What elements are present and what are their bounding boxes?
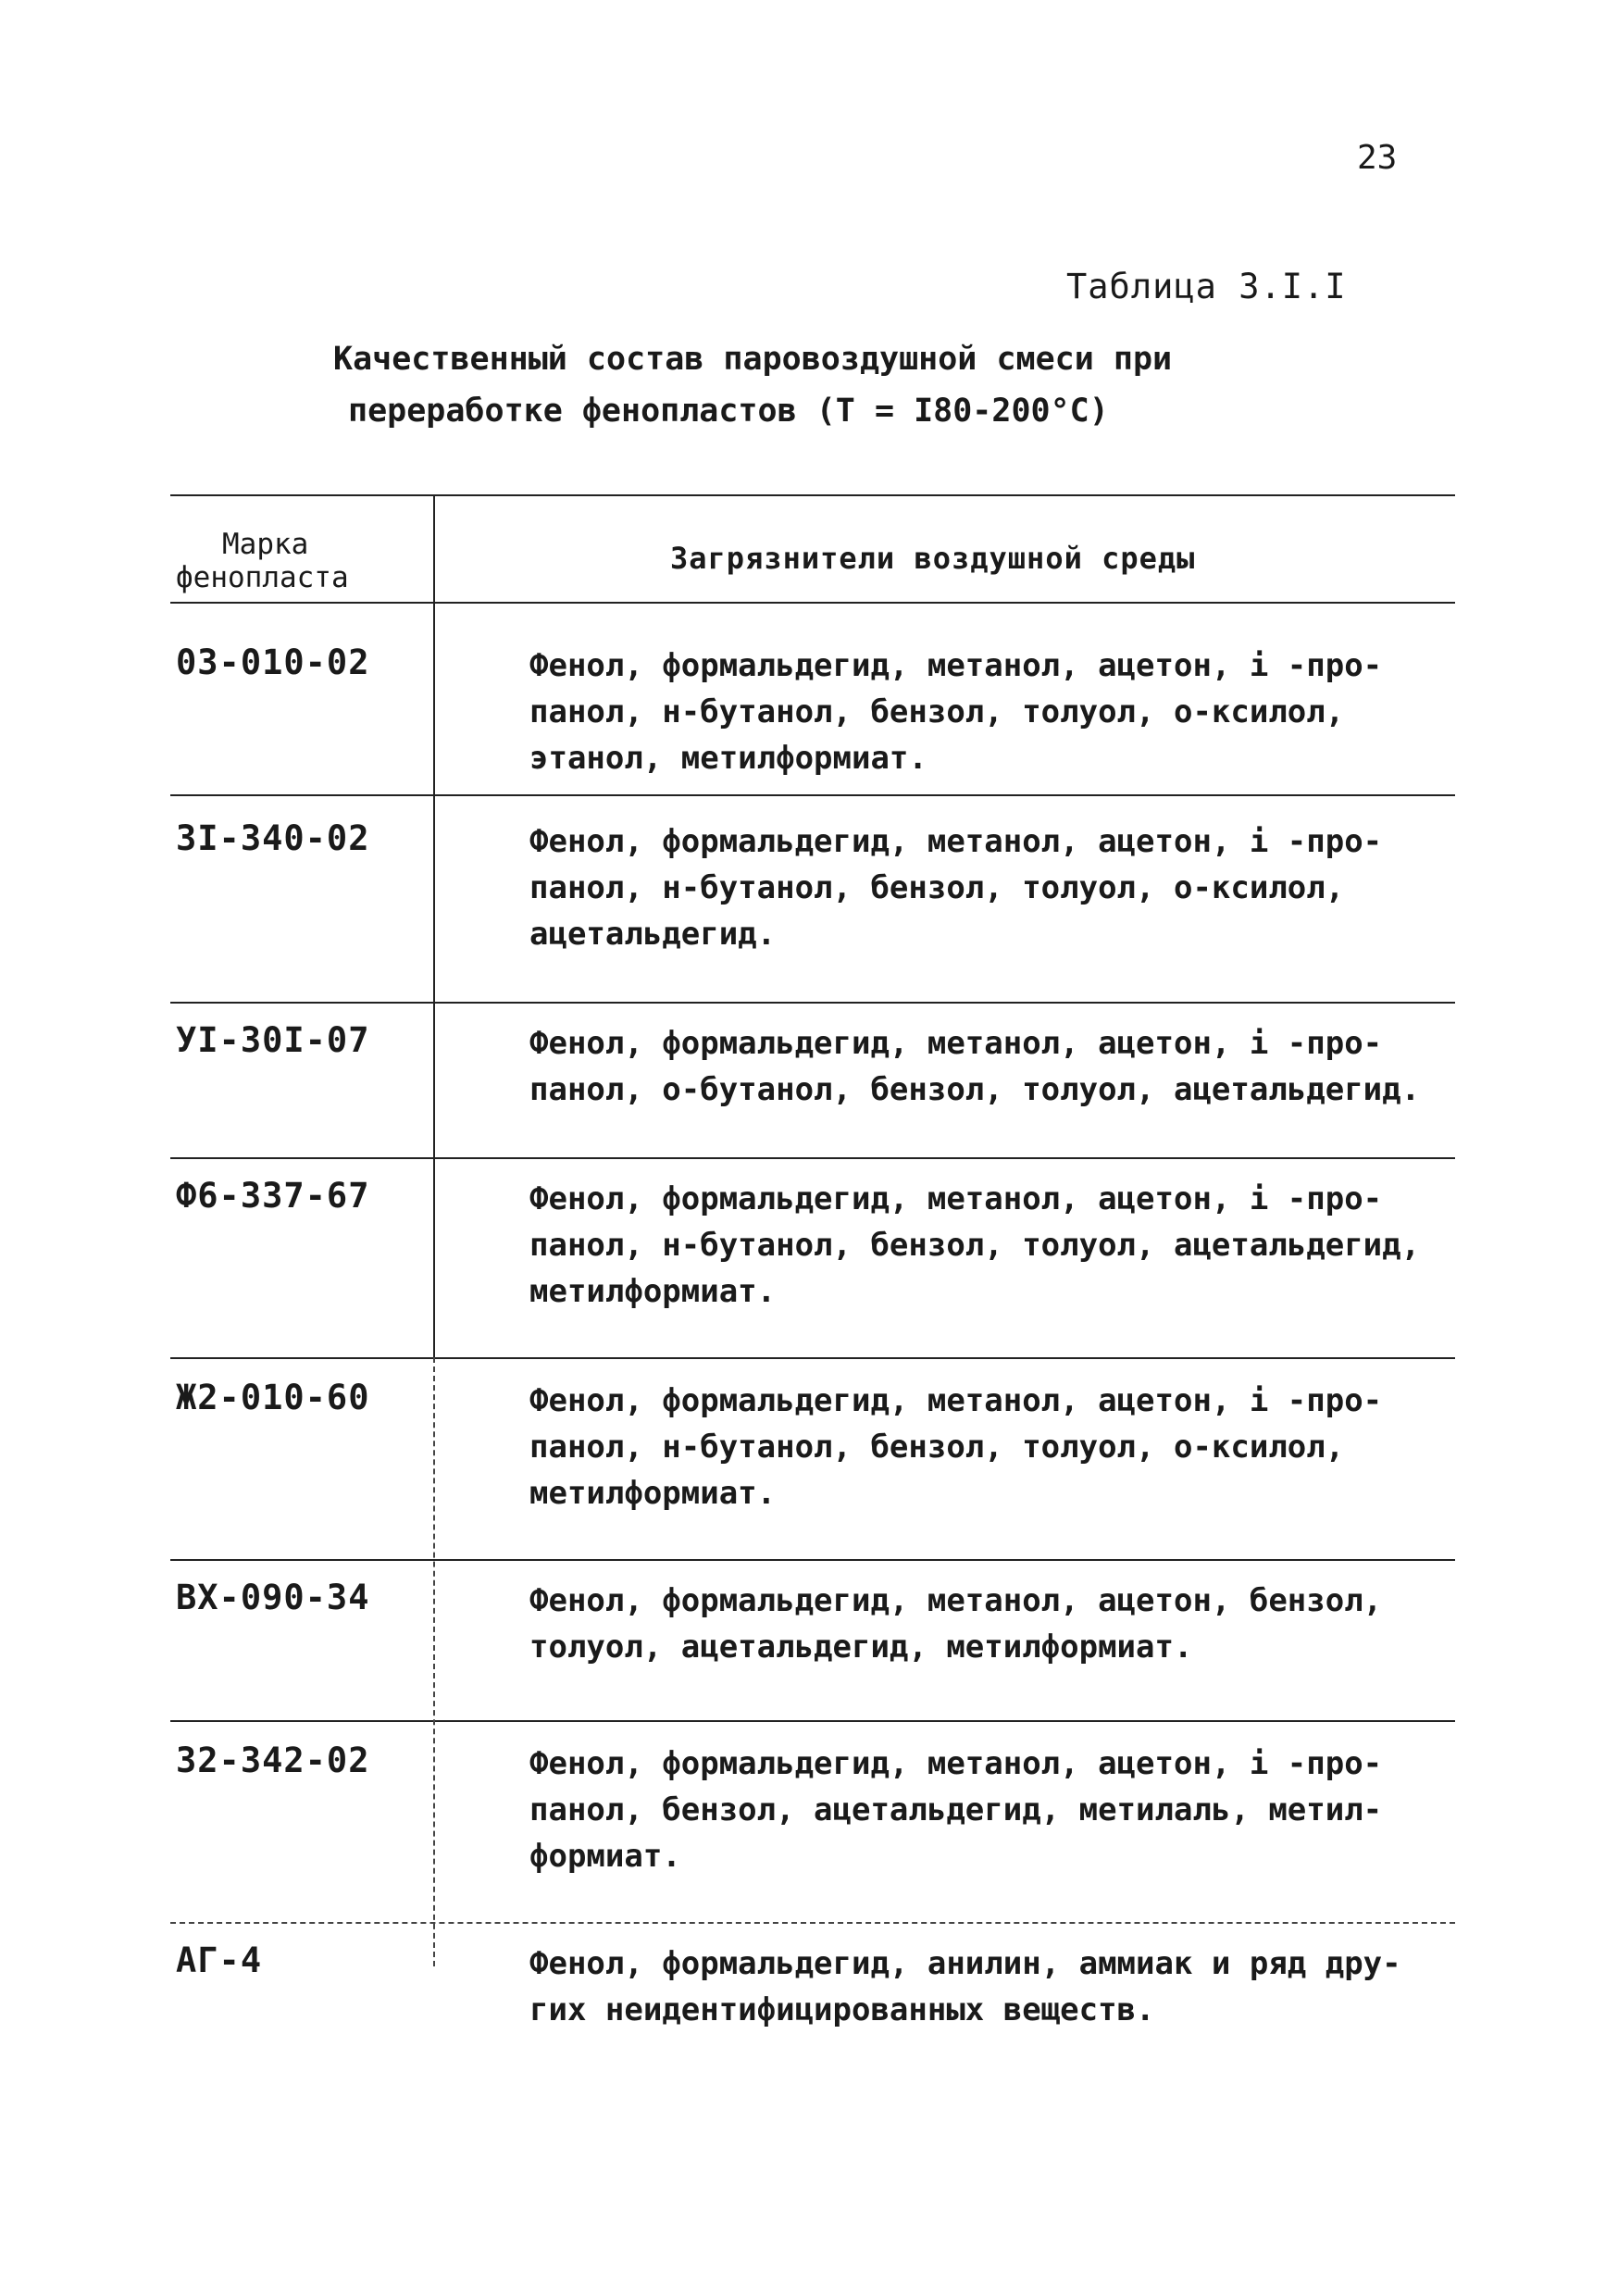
grade-cell: 3I-340-02 bbox=[176, 818, 370, 858]
header-grade bbox=[170, 528, 435, 594]
pollutants-cell: Фенол, формальдегид, анилин, аммиак и ряд дру- гих неидентифицированных веществ. bbox=[529, 1945, 1401, 2028]
grade-cell: ВХ-090-34 bbox=[176, 1578, 370, 1617]
header-bottom-rule bbox=[170, 602, 1455, 604]
grade-cell: Ж2-010-60 bbox=[176, 1378, 370, 1417]
pollutants-cell: Фенол, формальдегид, метанол, ацетон, i -про- панол, н-бутанол, бензол, толуол, ацетальдегид, метилформиат. bbox=[529, 1180, 1421, 1310]
grade-cell: Ф6-337-67 bbox=[176, 1176, 370, 1216]
row-divider bbox=[170, 794, 1455, 796]
page-number: 23 bbox=[1357, 139, 1398, 177]
row-divider bbox=[170, 1922, 1455, 1924]
grade-cell: АГ-4 bbox=[176, 1940, 263, 1980]
caption-line-1: Качественный состав паровоздушной смеси при bbox=[333, 341, 1173, 378]
grade-cell: З2-342-02 bbox=[176, 1741, 370, 1780]
row-divider bbox=[170, 1357, 1455, 1359]
pollutants-cell: Фенол, формальдегид, метанол, ацетон, i -про- панол, н-бутанол, бензол, толуол, о-ксилол, этанол, метилформиат. bbox=[529, 647, 1383, 777]
header-pollutants: Загрязнители воздушной среды bbox=[670, 541, 1196, 576]
column-divider bbox=[433, 494, 435, 1357]
table-label: Таблица 3.I.I bbox=[1066, 267, 1347, 306]
row-divider bbox=[170, 1002, 1455, 1004]
table-top-rule bbox=[170, 494, 1455, 496]
header-grade-line-1: Марка bbox=[222, 528, 309, 561]
pollutants-cell: Фенол, формальдегид, метанол, ацетон, i -про- панол, бензол, ацетальдегид, метилаль, метил- формиат. bbox=[529, 1745, 1383, 1875]
table-caption bbox=[333, 333, 1259, 437]
row-divider bbox=[170, 1157, 1455, 1159]
header-grade-line-2: фенопласта bbox=[176, 561, 349, 594]
pollutants-cell: Фенол, формальдегид, метанол, ацетон, бензол, толуол, ацетальдегид, метилформиат. bbox=[529, 1582, 1383, 1666]
pollutants-cell: Фенол, формальдегид, метанол, ацетон, i -про- панол, н-бутанол, бензол, толуол, о-ксилол, метилформиат. bbox=[529, 1382, 1383, 1512]
caption-line-2: переработке фенопластов (Т = I80-200°С) bbox=[348, 393, 1109, 430]
column-divider-dotted bbox=[433, 1357, 435, 1966]
row-divider bbox=[170, 1720, 1455, 1722]
grade-cell: УI-30I-07 bbox=[176, 1020, 370, 1060]
pollutants-cell: Фенол, формальдегид, метанол, ацетон, i -про- панол, о-бутанол, бензол, толуол, ацетальдегид. bbox=[529, 1025, 1421, 1108]
row-divider bbox=[170, 1559, 1455, 1561]
grade-cell: 03-010-02 bbox=[176, 643, 370, 682]
pollutants-cell: Фенол, формальдегид, метанол, ацетон, i -про- панол, н-бутанол, бензол, толуол, о-ксилол, ацетальдегид. bbox=[529, 823, 1383, 953]
